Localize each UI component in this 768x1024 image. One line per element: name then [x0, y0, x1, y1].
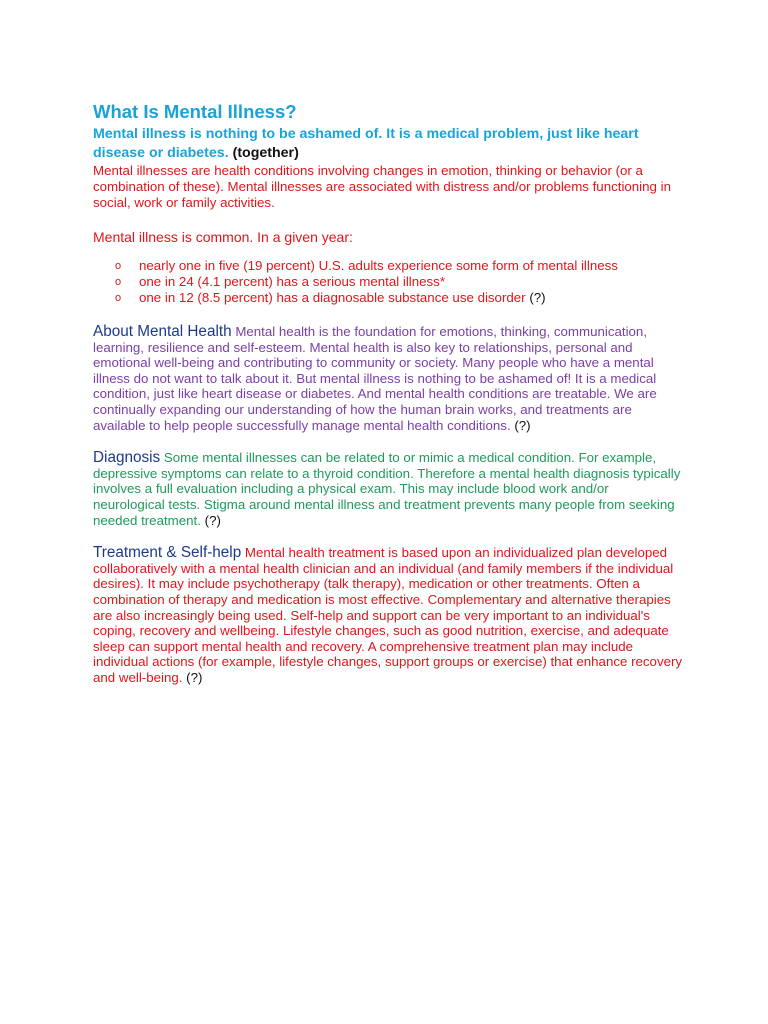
section-about — [93, 324, 683, 433]
section-body-treatment: Mental health treatment is based upon an individualized plan developed collaboratively with a mental health clinician and an individual (and family members if the individual desires). It may include psychotherapy (talk therapy), medication or other treatments. Often a combination of therapy and medication is most effective. Complementary and alternative therapies are also increasingly being used. Self-help and support can be very important to an individual's coping, recovery and wellbeing. Lifestyle changes, such as good nutrition, exercise, and adequate sleep can support mental health and recovery. A comprehensive treatment plan may include individual actions (for example, lifestyle changes, support groups or exercise) that enhance recovery and well-being. — [93, 545, 683, 685]
list-item — [115, 258, 683, 274]
subtitle — [93, 125, 683, 163]
subtitle-tag: (together) — [232, 145, 299, 161]
section-suffix-about: (?) — [514, 417, 531, 433]
subtitle-text: Mental illness is nothing to be ashamed of. It is a medical problem, just like heart disease or diabetes. — [93, 126, 639, 161]
list-item — [115, 274, 683, 290]
section-treatment — [93, 545, 683, 685]
section-body-diagnosis: Some mental illnesses can be related to or mimic a medical condition. For example, depressive symptoms can relate to a thyroid condition. Therefore a mental health diagnosis typically involves a full evaluation including a physical exam. This may include blood work and/or neurological tests. Stigma around mental illness and treatment prevents many people from seeking needed treatment. — [93, 450, 681, 528]
section-diagnosis — [93, 450, 683, 528]
statistics-list — [93, 258, 683, 306]
list-item — [115, 290, 683, 306]
section-suffix-treatment: (?) — [186, 669, 203, 685]
section-heading-diagnosis: Diagnosis — [93, 449, 161, 467]
list-item-text: one in 12 (8.5 percent) has a diagnosable substance use disorder — [139, 290, 526, 305]
section-heading-about: About Mental Health — [93, 323, 232, 340]
list-item-text: nearly one in five (19 percent) U.S. adults experience some form of mental illness — [139, 258, 618, 273]
document-content — [93, 101, 683, 685]
page-title: What Is Mental Illness? — [93, 101, 297, 122]
list-item-text: one in 24 (4.1 percent) has a serious mental illness* — [139, 274, 445, 289]
section-body-about: Mental health is the foundation for emotions, thinking, communication, learning, resilience and self-esteem. Mental health is also key to relationships, personal and emotional well-being and contributing to community or society. Many people who have a mental illness do not want to talk about it. But mental illness is nothing to be ashamed of! It is a medical condition, just like heart disease or diabetes. And mental health conditions are treatable. We are continually expanding our understanding of how the human brain works, and treatments are available to help people successfully manage mental health conditions. — [93, 324, 657, 433]
intro-paragraph: Mental illnesses are health conditions involving changes in emotion, thinking or behavior (or a combination of these). Mental illnesses are associated with distress and/or problems functioning in social, work or family activities. — [93, 163, 671, 210]
section-heading-treatment: Treatment & Self-help — [93, 544, 242, 562]
bullet-marker: o — [115, 276, 122, 288]
list-item-suffix: (?) — [529, 290, 546, 305]
common-heading: Mental illness is common. In a given year: — [93, 229, 353, 245]
bullet-marker: o — [115, 292, 122, 304]
bullet-marker: o — [115, 260, 122, 272]
section-suffix-diagnosis: (?) — [204, 512, 221, 528]
